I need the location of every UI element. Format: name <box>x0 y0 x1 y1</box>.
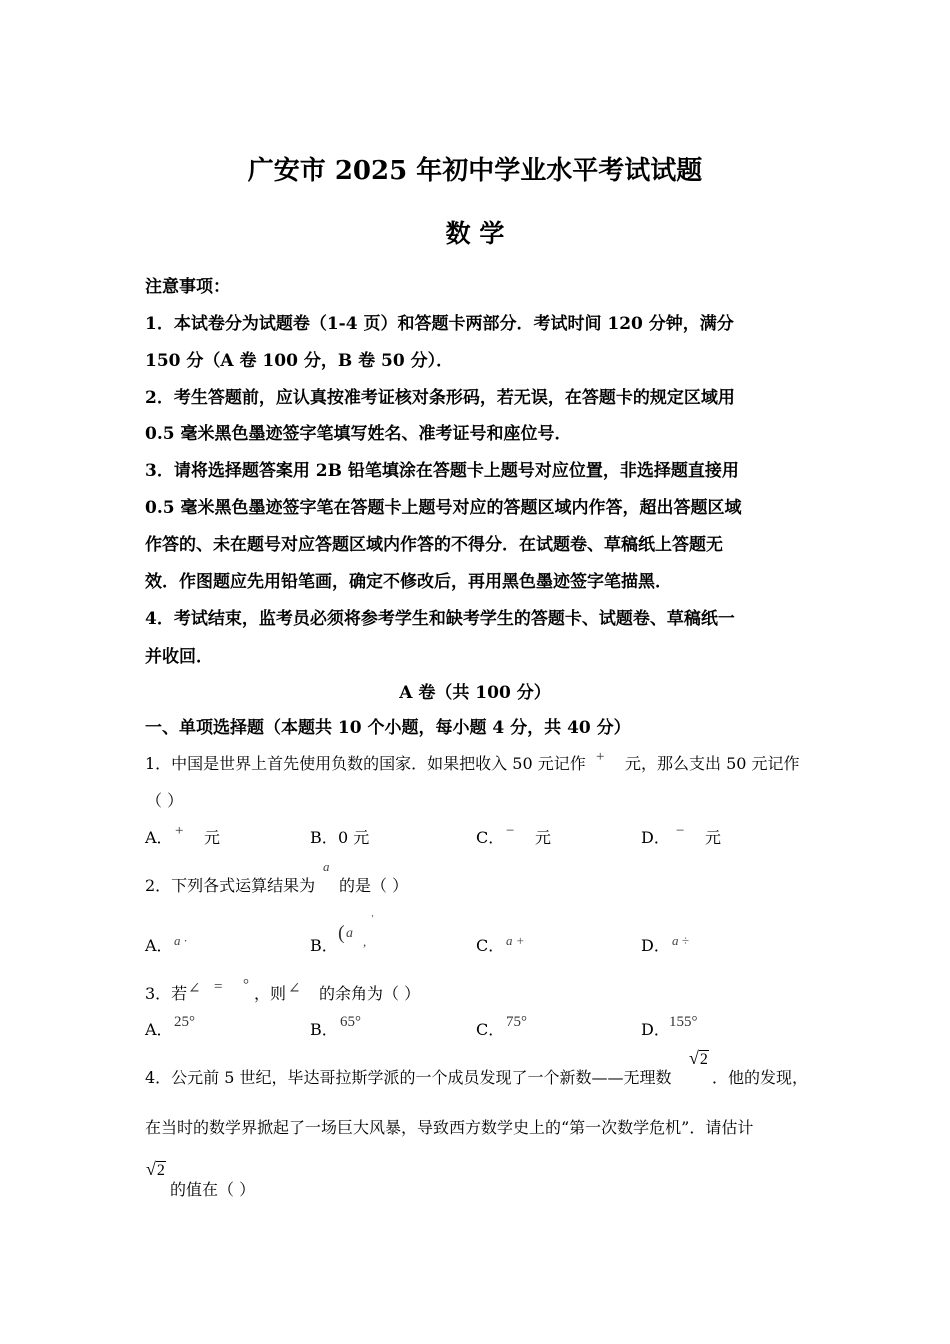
q2-option-c-label: C． <box>476 936 505 955</box>
q2-option-d-label: D． <box>641 936 670 955</box>
q3-text: 3．若 <box>145 984 188 1003</box>
q1-option-a-unit: 元 <box>204 828 221 847</box>
q4-sqrt-two <box>689 1048 709 1069</box>
sqrt-radicand: 2 <box>699 1051 708 1068</box>
q1-text: 1．中国是世界上首先使用负数的国家．如果把收入 50 元记作 <box>145 754 586 773</box>
q3-angle-symbol-2: ∠ <box>288 981 301 997</box>
notice-line: 1．本试卷分为试题卷（1-4 页）和答题卡两部分．考试时间 120 分钟，满分 <box>145 314 734 334</box>
q3-option-a-value: 25° <box>174 1014 195 1030</box>
q2-variable-a: a <box>323 859 330 874</box>
q1-option-d-sign: − <box>676 823 685 839</box>
q3-option-c-label: C． <box>476 1020 505 1039</box>
notice-line: 150 分（A 卷 100 分，B 卷 50 分）． <box>145 351 454 371</box>
q1-option-a-label: A． <box>145 828 173 847</box>
q2-option-b-math: a <box>346 926 353 941</box>
notice-line: 2．考生答题前，应认真按准考证核对条形码，若无误，在答题卡的规定区域用 <box>145 388 735 408</box>
q2-text: 2．下列各式运算结果为 <box>145 876 316 895</box>
notice-line: 并收回． <box>145 647 213 667</box>
section-a-title: A 卷（共 100 分） <box>399 683 551 703</box>
subject-title: 数 学 <box>445 219 505 248</box>
q3-option-c-value: 75° <box>506 1014 527 1030</box>
notice-line: 3．请将选择题答案用 2B 铅笔填涂在答题卡上题号对应位置，非选择题直接用 <box>145 461 739 481</box>
q3-option-a-label: A． <box>145 1020 173 1039</box>
q4-text-line2: 在当时的数学界掀起了一场巨大风暴，导致西方数学史上的“第一次数学危机”．请估计 <box>145 1118 754 1137</box>
q1-option-a-sign: + <box>175 823 184 839</box>
q2-option-b-sup: ' <box>371 914 374 925</box>
q1-option-d-label: D． <box>641 828 670 847</box>
q1-answer-paren: （ ） <box>146 791 184 810</box>
notice-line: 作答的、未在题号对应答题区域内作答的不得分．在试题卷、草稿纸上答题无 <box>145 535 723 555</box>
q4-sqrt-two-2 <box>146 1159 166 1180</box>
q2-option-c-math: a + <box>506 933 525 948</box>
q1-option-c-unit: 元 <box>535 828 552 847</box>
notice-line: 4．考试结束，监考员必须将参考学生和缺考学生的答题卡、试题卷、草稿纸一 <box>145 609 735 629</box>
q1-option-c-label: C． <box>476 828 505 847</box>
q3-degree: ° <box>243 977 249 993</box>
q3-option-d-value: 155° <box>669 1014 698 1030</box>
q3-angle-symbol: ∠ <box>188 981 201 997</box>
q4-text-tail: ．他的发现， <box>712 1068 809 1087</box>
notice-line: 效．作图题应先用铅笔画，确定不修改后，再用黑色墨迹签字笔描黑． <box>145 572 672 592</box>
q2-option-b-tail: , <box>363 934 367 949</box>
q2-option-a-label: A． <box>145 936 173 955</box>
q1-option-b-label: B． <box>310 828 338 847</box>
q1-option-d-unit: 元 <box>705 828 722 847</box>
notice-line: 0.5 毫米黑色墨迹签字笔填写姓名、准考证号和座位号． <box>145 424 572 444</box>
sqrt-radicand: 2 <box>156 1162 165 1179</box>
q1-text-tail: 元，那么支出 50 元记作 <box>625 754 800 773</box>
q2-option-a-math: a · <box>174 933 187 948</box>
sqrt-radical-symbol: √ <box>146 1159 156 1179</box>
part-one-heading: 一、单项选择题（本题共 10 个小题，每小题 4 分，共 40 分） <box>145 718 631 738</box>
q3-text-tail: 的余角为（ ） <box>319 984 421 1003</box>
q2-option-b-label: B． <box>310 936 338 955</box>
q3-option-b-value: 65° <box>340 1014 361 1030</box>
q2-option-d-math: a ÷ <box>672 933 689 948</box>
q2-option-b-paren: ( <box>338 922 345 944</box>
q1-plus-sign: + <box>596 749 605 765</box>
q1-option-c-sign: − <box>506 823 515 839</box>
q3-option-d-label: D． <box>641 1020 670 1039</box>
q3-option-b-label: B． <box>310 1020 338 1039</box>
q3-text-then: ，则 <box>254 984 287 1003</box>
q2-text-tail: 的是（ ） <box>339 876 409 895</box>
notice-heading: 注意事项： <box>145 277 230 297</box>
q3-equals: = <box>214 979 223 995</box>
notice-line: 0.5 毫米黑色墨迹签字笔在答题卡上题号对应的答题区域内作答，超出答题区域 <box>145 498 742 518</box>
q1-option-b-text: 0 元 <box>338 828 370 847</box>
sqrt-radical-symbol: √ <box>689 1048 699 1068</box>
q4-text: 4．公元前 5 世纪，毕达哥拉斯学派的一个成员发现了一个新数——无理数 <box>145 1068 672 1087</box>
exam-title: 广安市 2025 年初中学业水平考试试题 <box>247 156 703 186</box>
q4-text-tail-2: 的值在（ ） <box>170 1180 256 1199</box>
